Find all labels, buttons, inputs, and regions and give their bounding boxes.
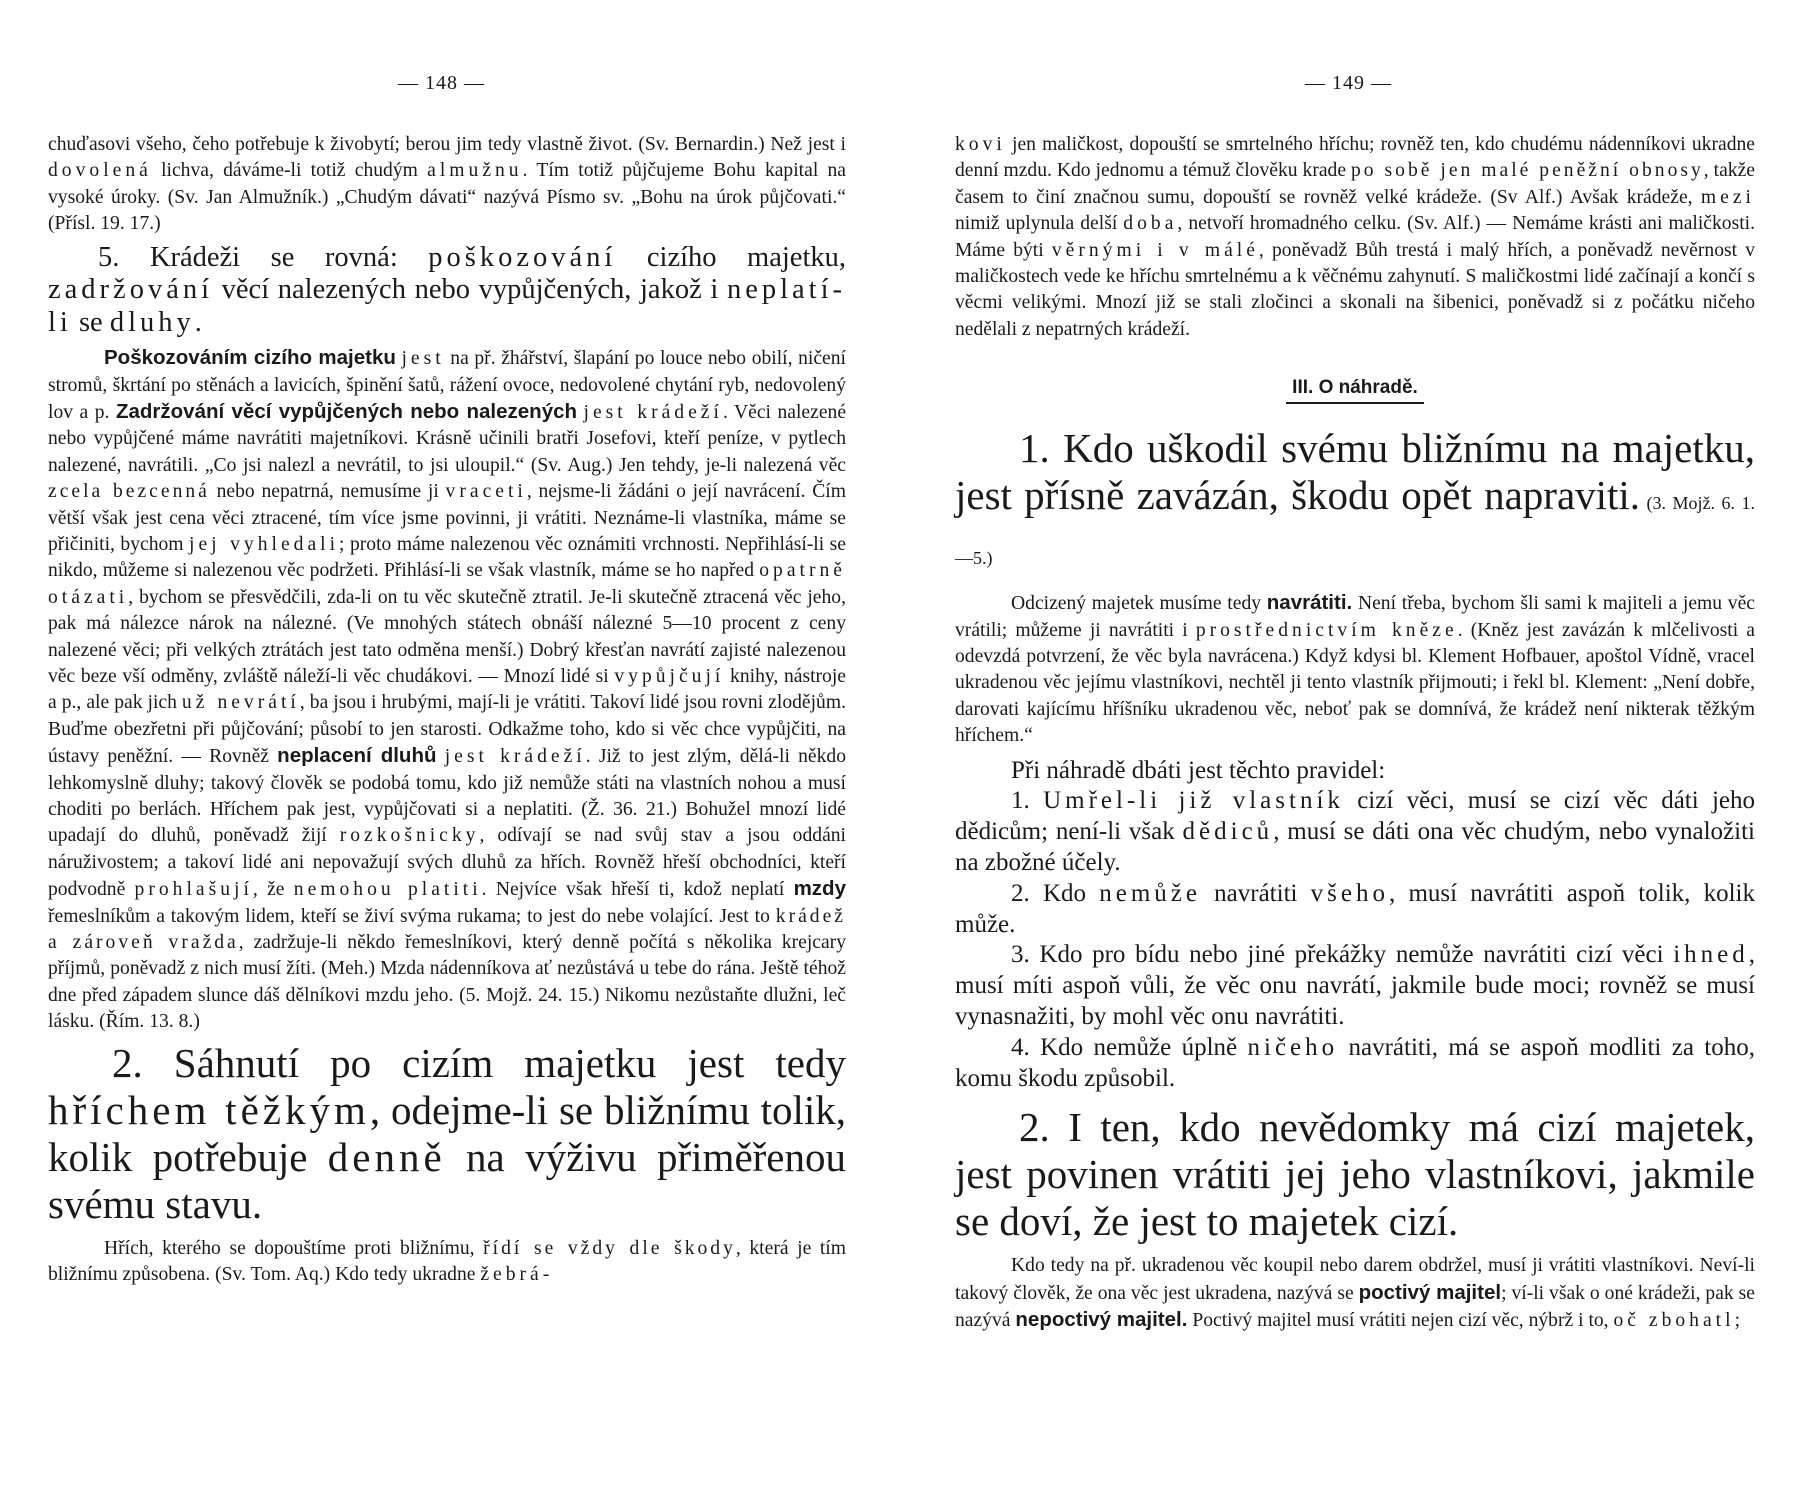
rule-2-heavy-sin: 2. Sáhnutí po cizím majetku jest tedy hříchem těžkým, odejme-li se bližnímu tolik, kolik potřebuje denně na výživu přiměřenou svému stavu. [48, 1039, 847, 1227]
rule-item-4: 4. Kdo nemůže úplně ničeho navrátiti, má se aspoň modliti za toho, komu škodu způsobil. [955, 1033, 1755, 1092]
section-heading: III. O náhradě. [955, 377, 1755, 399]
rule-item-3: 3. Kdo pro bídu nebo jiné překážky nemůže navrátiti cizí věci ihned, musí míti aspoň vůli, že věc onu navrátí, jakmile bude moci; rovněž se musí vynasnažiti, by mohl věc onu navrátiti. [955, 941, 1755, 1031]
paragraph-honest-owner: Kdo tedy na př. ukradenou věc koupil nebo darem obdržel, musí ji vrátiti vlastníkovi. Neví-li takový člověk, že ona věc jest ukradena, nazývá se poctivý majitel; ví-li však o oné krádeži, pak se nazývá nepoctivý majitel. Poctivý majitel musí vrátiti nejen cizí věc, nýbrž i to, oč zbohatl; [955, 1255, 1755, 1332]
paragraph-intro: chuďasovi všeho, čeho potřebuje k živobytí; berou jim tedy vlastně život. (Sv. Bernardin.) Než jest i dovolená lichva, dáváme-li totiž chudým almužnu. Tím totiž půjčujeme Bohu kapital na vysoké úroky. (Sv. Jan Almužník.) „Chudým dávati“ nazývá Písmo sv. „Bohu na úrok půjčovati.“ (Přísl. 19. 17.) [48, 134, 846, 235]
paragraph-damage: Poškozováním cizího majetku jest na př. žhářství, šlapání po louce nebo obilí, ničení stromů, škrtání po stěnách a lavicích, špinění šatů, rážení ovoce, nedovolené chytání ryb, nedovolený lov a p. Zadržování věcí vypůjčených nebo nalezených jest krádeží. Věci nalezené nebo vypůjčené máme navrátiti majetníkovi. Krásně učinili bratři Josefovi, kteří peníze, v pytlech nalezené, navrátili. „Co jsi nalezl a nevrátil, to jsi uloupil.“ (Sv. Aug.) Jen tehdy, je-li nalezená věc zcela bezcenná nebo nepatrná, nemusíme ji vraceti, nejsme-li žádáni o její navrácení. Čím větší však jest cena věci ztracené, tím více jsme povinni, ji vrátiti. Neznáme-li vlastníka, máme se přičiniti, bychom jej vyhledali; proto máme nalezenou věc oznámiti vrchnosti. Nepřihlásí-li se nikdo, můžeme si nalezenou věc podržeti. Přihlásí-li se však vlastník, máme se ho napřed opatrně otázati, bychom se přesvědčili, zda-li on tu věc skutečně ztratil. Je-li skutečně ztracená věc jeho, pak má nálezce nárok na nálezné. (Ve mnohých státech obnáší nálezné 5—10 procent z ceny nalezené věci; při velkých ztrátách jest tato odměna menší.) Dobrý křesťan navrátí zajisté nalezenou věc beze vší odměny, zvláště náleží-li věc chudákovi. — Mnozí lidé si vypůjčují knihy, nástroje a p., ale pak jich už nevrátí, ba jsou i hrubými, mají-li je vrátiti. Takoví lidé jsou rovni zlodějům. Buďme obezřetni při půjčování; působí to jen starosti. Odkažme toho, kdo si věc chce vypůjčiti, na ústavy peněžní. — Rovněž neplacení dluhů jest krádeží. Již to jest zlým, dělá-li někdo lehkomyslně dluhy; takový člověk se podobá tomu, kdo již nemůže státi na vlastních nohou a musí choditi po berlách. Hříchem pak jest, vypůjčovati si a neplatiti. (Ž. 36. 21.) Bohužel mnozí lidé upadají do dluhů, poněvadž žijí rozkošnicky, odívají se nad svůj stav a jsou oddáni náruživostem; a takoví lidé ani nepovažují svých dluhů za hřích. Rovněž hřeší obchodníci, kteří podvodně prohlašují, že nemohou platiti. Nejvíce však hřeší ti, kdož neplatí mzdy řemeslníkům a takovým lidem, kteří se živí svýma rukama; to jest do nebe volající. Jest to krádež a zároveň vražda, zadržuje-li někdo řemeslníkovi, který denně počítá s několika krejcary příjmů, poněvadž z nich musí žíti. (Meh.) Mzda nádenníkova ať nezůstává u tebe do rána. Ještě téhož dne před západem slunce dáš dělníkovi mzdu jeho. (5. Mojž. 24. 15.) Nikomu nezůstaňte dlužni, leč lásku. (Řím. 13. 8.) [48, 346, 847, 1033]
paragraph-sin-measure: Hřích, kterého se dopouštíme proti bližnímu, řídí se vždy dle škody, která je tím bližnímu způsobena. (Sv. Tom. Aq.) Kdo tedy ukradne žebrá- [48, 1237, 846, 1286]
left-column [48, 132, 846, 1289]
page-number-left: — 148 — [398, 72, 485, 94]
rule-1-restitution: 1. Kdo uškodil svému bližnímu na majetku, jest přísně zavázán, škodu opět napraviti. (3. Mojž. 6. 1.—5.) [955, 425, 1755, 569]
paragraph-continuation: kovi jen maličkost, dopouští se smrtelného hříchu; rovněž ten, kdo chudému nádenníkovi ukradne denní mzdu. Kdo jednomu a témuž člověku krade po sobě jen malé peněžní obnosy, takže časem to činí značnou sumu, dopouští se rovněž velké krádeže. (Sv Alf.) Avšak krádeže, mezi nimiž uplynula delší doba, netvoří hromadného celku. (Sv. Alf.) — Nemáme krásti ani maličkosti. Máme býti věrnými i v málé, poněvadž Bůh trestá i malý hřích, a poněvadž nevěrnost v maličkostech vede ke hříchu smrtelnému a k věčnému zahynutí. S maličkostmi lidé začínají a končí s věcmi velikými. Mnozí již se stali zločinci a skonali na šibenici, poněvadž si z počátku ničeho nedělali z nepatrných krádeží. [955, 134, 1756, 340]
paragraph-return: Odcizený majetek musíme tedy navrátiti. Není třeba, bychom šli sami k majiteli a jemu věc vrátili; můžeme ji navrátiti i prostřednictvím kněze. (Kněz jest zavázán k mlčelivosti a odevzdá potvrzení, že věc byla navrácena.) Když kdysi bl. Klement Hofbauer, apoštol Vídně, vracel ukradenou věc jejímu vlastníkovi, nechtěl ji tento vlastník přijmouti; i řekl bl. Klement: „Není dobře, darovati kajícímu hříšníku ukradenou věc, neboť pak se domnívá, že krádež není nikterak těžkým hříchem.“ [955, 591, 1755, 747]
right-page [955, 0, 1755, 1500]
rule-2-unknowing: 2. I ten, kdo nevědomky má cizí majetek, jest povinen vrátiti jej jeho vlastníkovi, jakmile se doví, že jest to majetek cizí. [955, 1104, 1755, 1245]
rule-item-2: 2. Kdo nemůže navrátiti všeho, musí navrátiti aspoň tolik, kolik může. [955, 879, 1755, 938]
page-number-right: — 149 — [1305, 72, 1392, 94]
left-page [48, 0, 848, 1500]
rule-item-1: 1. Umřel-li již vlastník cizí věci, musí se cizí věc dáti jeho dědicům; není-li však dědiců, musí se dáti ona věc chudým, nebo vynaložiti na zbožné účely. [955, 787, 1756, 877]
rule-5: 5. Krádeži se rovná: poškozování cizího majetku, zadržování věcí nalezených nebo vypůjčených, jakož i neplatí-li se dluhy. [48, 241, 846, 338]
right-column [955, 132, 1755, 1335]
rules-intro: Při náhradě dbáti jest těchto pravidel: [1011, 756, 1386, 784]
